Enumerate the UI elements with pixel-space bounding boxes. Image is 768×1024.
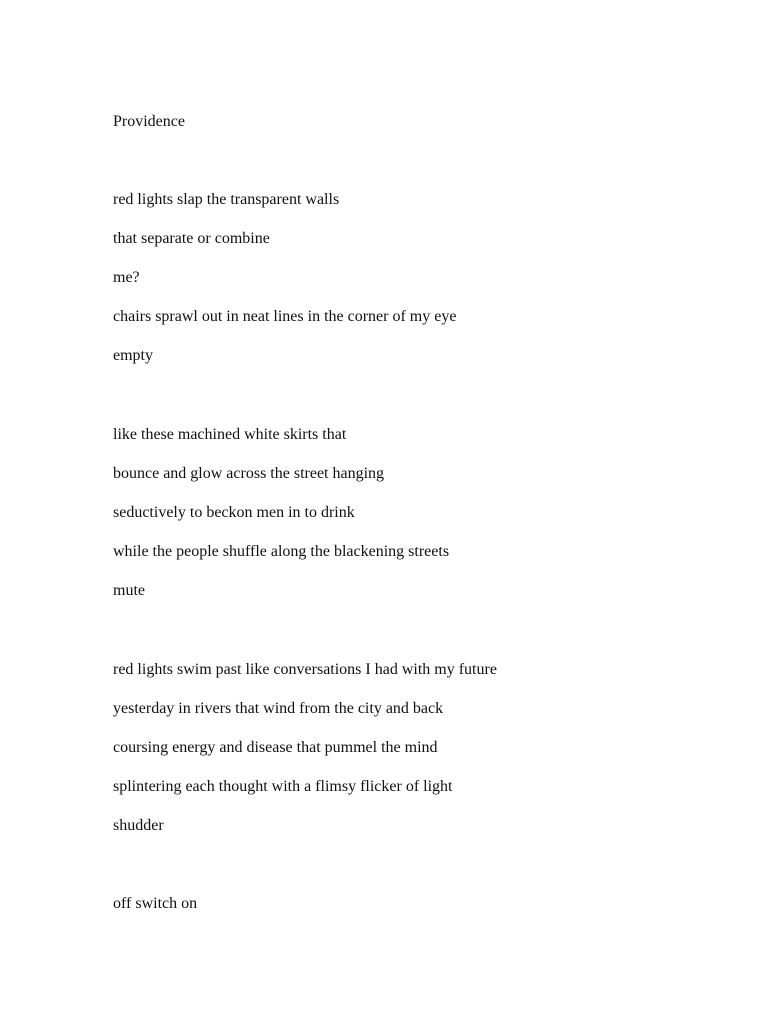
poem-line: that separate or combine: [113, 230, 270, 247]
poem-line: off switch on: [113, 895, 198, 912]
poem-line: shudder: [113, 817, 164, 834]
poem-line: like these machined white skirts that: [113, 426, 347, 443]
poem-line: red lights swim past like conversations I had with my future: [113, 661, 497, 678]
poem-line: yesterday in rivers that wind from the city and back: [113, 700, 444, 717]
poem-line: red lights slap the transparent walls: [113, 191, 340, 208]
poem-line: seductively to beckon men in to drink: [113, 504, 355, 521]
poem-line: chairs sprawl out in neat lines in the corner of my eye: [113, 308, 457, 325]
poem-line: empty: [113, 347, 153, 364]
poem-line: bounce and glow across the street hanging: [113, 465, 385, 482]
poem-title: Providence: [113, 113, 185, 130]
poem-line: splintering each thought with a flimsy flicker of light: [113, 778, 453, 795]
poem-line: mute: [113, 582, 145, 599]
poem-line: me?: [113, 269, 140, 286]
poem-line: coursing energy and disease that pummel the mind: [113, 739, 438, 756]
poem-line: while the people shuffle along the blackening streets: [113, 543, 450, 560]
